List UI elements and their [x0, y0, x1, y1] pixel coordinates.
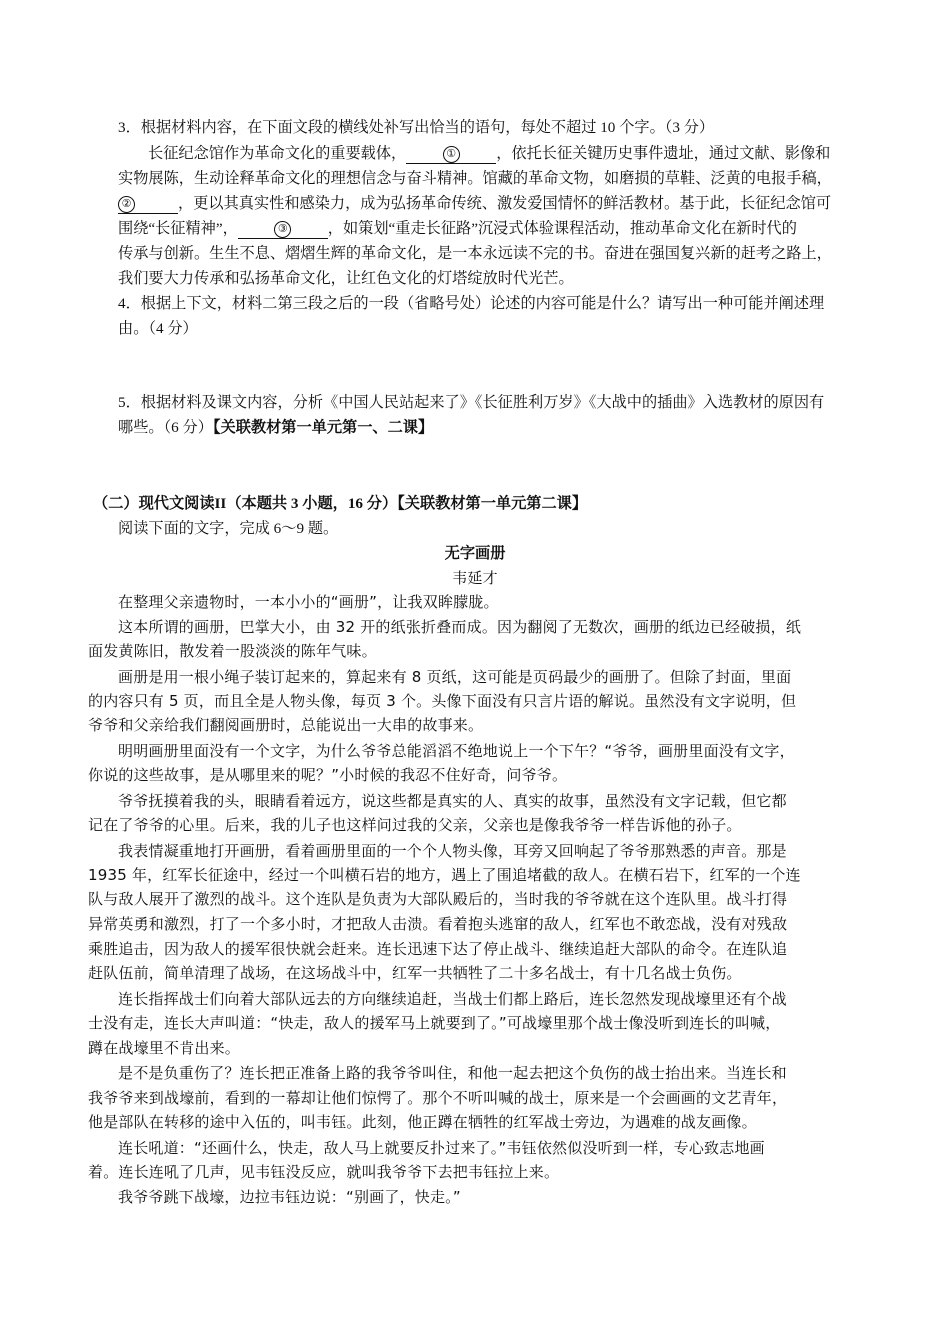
story-line: 的内容只有 5 页，而且全是人物头像，每页 3 个。头像下面没有只言片语的解说。虽然没有文字说明，但: [88, 692, 797, 710]
q4-prompt-line-2: 由。（4 分）: [118, 320, 198, 337]
section-instruction: 阅读下面的文字，完成 6～9 题。: [118, 520, 339, 537]
story-line: 面发黄陈旧，散发着一股淡淡的陈年气味。: [88, 642, 377, 660]
story-line: 着。连长连吼了几声，见韦钰没反应，就叫我爷爷下去把韦钰拉上来。: [88, 1163, 560, 1181]
story-line: 乘胜追击，因为敌人的援军很快就会赶来。连长迅速下达了停止战斗、继续追赶大部队的命令。在连队追: [88, 940, 788, 958]
q5-prompt-line-2: [118, 417, 433, 439]
story-line: 他是部队在转移的途中入伍的，叫韦钰。此刻，他正蹲在牺牲的红军战士旁边，为遇难的战友画像。: [88, 1113, 757, 1131]
story-line: 我爷爷跳下战壕，边拉韦钰边说：“别画了，快走。”: [118, 1188, 461, 1206]
q3-text-4b: ，如策划“重走长征路”沉浸式体验课程活动，推动革命文化在新时代的: [327, 220, 797, 237]
story-line: 连长吼道：“还画什么，快走，敌人马上就要反扑过来了。”韦钰依然似没听到一样，专心致志地画: [118, 1139, 765, 1157]
story-line: 异常英勇和激烈，打了一个多小时，才把敌人击溃。看着抱头逃窜的敌人，红军也不敢恋战，没有对残敌: [88, 915, 788, 933]
story-line: 明明画册里面没有一个文字，为什么爷爷总能滔滔不绝地说上一个下午？“爷爷，画册里面没有文字，: [118, 742, 795, 760]
q3-paragraph-line-4: [118, 218, 797, 240]
q3-text-3b: ，更以其真实性和感染力，成为弘扬革命传统、激发爱国情怀的鲜活教材。基于此，长征纪念馆可: [178, 195, 832, 212]
blank-number-3: ③: [274, 221, 291, 238]
story-line: 赶队伍前，简单清理了战场，在这场战斗中，红军一共牺牲了二十多名战士，有十几名战士负伤。: [88, 964, 742, 982]
story-line: 爷爷抚摸着我的头，眼睛看着远方，说这些都是真实的人、真实的故事，虽然没有文字记载，但它都: [118, 792, 787, 810]
story-line: 我爷爷来到战壕前，看到的一幕却让他们惊愕了。那个不听叫喊的战士，原来是一个会画画的文艺青年，: [88, 1089, 788, 1107]
story-title: 无字画册: [444, 545, 506, 562]
section-textbook-link: 【关联教材第一单元第二课】: [397, 495, 588, 512]
q4-prompt-line-1: 4．根据上下文，材料二第三段之后的一段（省略号处）论述的内容可能是什么？请写出一种可能并阐述理: [118, 295, 825, 312]
story-author: 韦延才: [452, 569, 498, 587]
story-line: 这本所谓的画册，巴掌大小，由 32 开的纸张折叠而成。因为翻阅了无数次，画册的纸边已经破损，纸: [118, 618, 802, 636]
q3-text-4a: 围绕“长征精神”，: [118, 220, 238, 237]
story-line: 队与敌人展开了激烈的战斗。这个连队是负责为大部队殿后的，当时我的爷爷就在这个连队里。战斗打得: [88, 890, 788, 908]
story-line: 士没有走，连长大声叫道：“快走，敌人的援军马上就要到了。”可战壕里那个战士像没听到连长的叫喊，: [88, 1014, 781, 1032]
q3-prompt: 3．根据材料内容，在下面文段的横线处补写出恰当的语句，每处不超过 10 个字。（3 分）: [118, 119, 715, 136]
blank-number-1: ①: [443, 146, 460, 163]
q3-paragraph-line-6: 我们要大力传承和弘扬革命文化，让红色文化的灯塔绽放时代光芒。: [118, 270, 574, 287]
story-line: 我表情凝重地打开画册，看着画册里面的一个个人物头像，耳旁又回响起了爷爷那熟悉的声音。那是: [118, 842, 787, 860]
q3-paragraph-line-1: [148, 143, 830, 165]
q3-paragraph-line-3: [118, 193, 831, 215]
q3-paragraph-line-2: 实物展陈，生动诠释革命文化的理想信念与奋斗精神。馆藏的革命文物，如磨损的草鞋、泛黄的电报手稿，: [118, 170, 832, 187]
story-line: 画册是用一根小绳子装订起来的，算起来有 8 页纸，这可能是页码最少的画册了。但除了封面，里面: [118, 668, 792, 686]
section-heading-text: （二）现代文阅读II（本题共 3 小题，16 分）: [93, 495, 398, 512]
q3-blank-3[interactable]: [238, 220, 328, 239]
q5-textbook-link: 【关联教材第一单元第一、二课】: [212, 419, 434, 436]
q3-text-1b: ，依托长征关键历史事件遗址，通过文献、影像和: [496, 145, 831, 162]
blank-number-2: ②: [118, 196, 135, 213]
section-heading: [93, 493, 587, 515]
q3-blank-1[interactable]: [406, 145, 496, 164]
story-line: 1935 年，红军长征途中，经过一个叫横石岩的地方，遇上了围追堵截的敌人。在横石岩下，红军的一个连: [88, 866, 801, 884]
story-line: 在整理父亲遗物时，一本小小的“画册”，让我双眸朦胧。: [118, 593, 499, 611]
story-line: 连长指挥战士们向着大部队远去的方向继续追赶，当战士们都上路后，连长忽然发现战壕里还有个战: [118, 990, 787, 1008]
story-line: 记在了爷爷的心里。后来，我的儿子也这样问过我的父亲，父亲也是像我爷爷一样告诉他的孙子。: [88, 816, 742, 834]
q3-text-1a: 长征纪念馆作为革命文化的重要载体，: [148, 145, 407, 162]
q3-paragraph-line-5: 传承与创新。生生不息、熠熠生辉的革命文化，是一本永远读不完的书。奋进在强国复兴新的赶考之路上，: [118, 245, 832, 262]
story-line: 蹲在战壕里不肯出来。: [88, 1039, 241, 1057]
story-line: 爷爷和父亲给我们翻阅画册时，总能说出一大串的故事来。: [88, 716, 484, 734]
story-line: 你说的这些故事，是从哪里来的呢？”小时候的我忍不住好奇，问爷爷。: [88, 766, 568, 784]
story-line: 是不是负重伤了？连长把正准备上路的我爷爷叫住，和他一起去把这个负伤的战士抬出来。当连长和: [118, 1064, 787, 1082]
q5-prompt-line-1: 5．根据材料及课文内容，分析《中国人民站起来了》《长征胜利万岁》《大战中的插曲》入选教材的原因有: [118, 394, 825, 411]
q3-blank-2[interactable]: [118, 195, 178, 214]
q5-text: 哪些。（6 分）: [118, 419, 213, 436]
